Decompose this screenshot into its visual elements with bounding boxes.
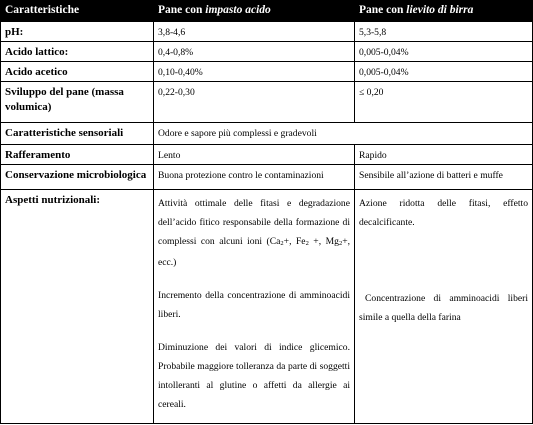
yeast-value: Rapido: [355, 145, 533, 165]
sourdough-value: Lento: [154, 145, 355, 165]
row-label: Sviluppo del pane (massa volumica): [1, 82, 154, 123]
sourdough-nutrition-amino-acids: Incremento della concentrazione di amminoacidi liberi.: [158, 290, 350, 320]
table-row-sensory: [1, 123, 533, 145]
header-yeast-italic: lievito di birra: [406, 4, 474, 16]
yeast-value: ≤ 0,20: [355, 82, 533, 123]
row-label: Rafferamento: [1, 145, 154, 165]
sourdough-nutrition-glycemic: Diminuzione dei valori di indice glicemico. Probabile maggiore tolleranza da parte di soggetti intolleranti al glutine o affetti da allergie ai cereali.: [158, 342, 350, 410]
table-row-lactic-acid: [1, 42, 533, 62]
sourdough-value: Buona protezione contro le contaminazioni: [154, 165, 355, 190]
yeast-nutrition-amino-acids: Concentrazione di amminoacidi liberi simile a quella della farina: [359, 293, 528, 323]
yeast-value: 0,005-0,04%: [355, 42, 533, 62]
sourdough-nutrition: [154, 190, 355, 424]
table-row-acetic-acid: [1, 62, 533, 82]
header-yeast-prefix: Pane con: [359, 4, 407, 16]
header-sourdough-italic: impasto acido: [205, 4, 271, 16]
row-label: Acido acetico: [1, 62, 154, 82]
row-label: Acido lattico:: [1, 42, 154, 62]
header-sourdough-prefix: Pane con: [158, 4, 206, 16]
header-row: [1, 1, 533, 22]
sourdough-nutrition-phytase: Attività ottimale delle fitasi e degradazione dell’acido fitico responsabile della formazione di complessi con alcuni ioni ($Ca_2+$, $Fe_2$ +, $Mg_2+$, ecc.): [158, 198, 350, 268]
yeast-value: Sensibile all’azione di batteri e muffe: [355, 165, 533, 190]
merged-value: Odore e sapore più complessi e gradevoli: [154, 123, 533, 145]
sourdough-value: 3,8-4,6: [154, 22, 355, 42]
row-label: Caratteristiche sensoriali: [1, 123, 154, 145]
yeast-value: 0,005-0,04%: [355, 62, 533, 82]
table-row-microbial-preservation: [1, 165, 533, 190]
header-yeast-bread: [355, 1, 533, 22]
table-row-nutrition: [1, 190, 533, 424]
row-label: pH:: [1, 22, 154, 42]
row-label: Conservazione microbiologica: [1, 165, 154, 190]
yeast-value: 5,3-5,8: [355, 22, 533, 42]
row-label: Aspetti nutrizionali:: [1, 190, 154, 424]
sourdough-value: 0,10-0,40%: [154, 62, 355, 82]
table-row-ph: [1, 22, 533, 42]
header-characteristics: Caratteristiche: [1, 1, 154, 22]
yeast-nutrition-phytase: Azione ridotta delle fitasi, effetto decalcificante.: [359, 198, 528, 228]
header-sourdough-bread: [154, 1, 355, 22]
yeast-nutrition: [355, 190, 533, 424]
table-row-bread-development: [1, 82, 533, 123]
sourdough-value: 0,4-0,8%: [154, 42, 355, 62]
table-row-staling: [1, 145, 533, 165]
sourdough-value: 0,22-0,30: [154, 82, 355, 123]
